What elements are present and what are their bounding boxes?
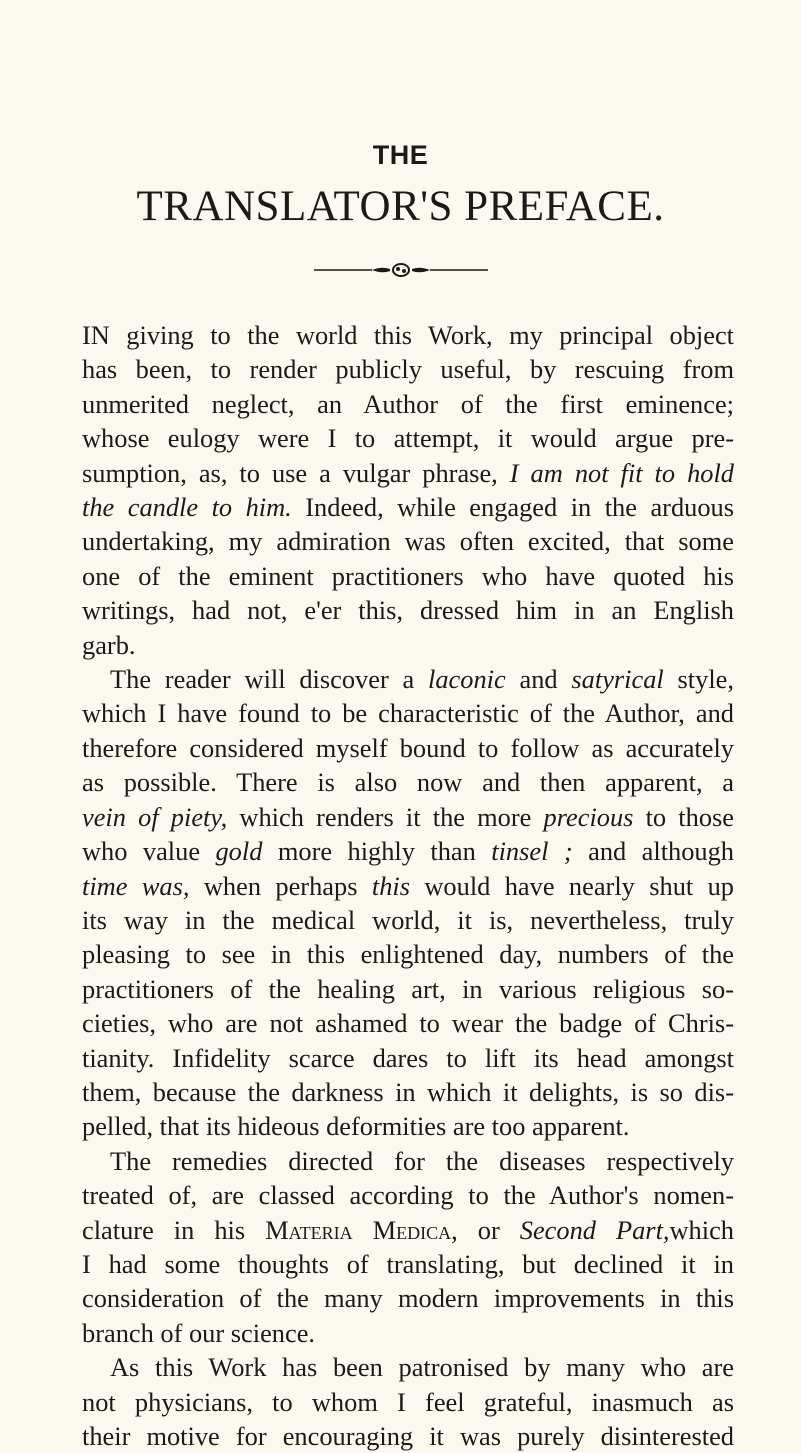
heading-small: THE (372, 140, 429, 170)
text-line: pelled, that its hideous deformities are too apparent. (82, 1111, 630, 1142)
text-line: one of the eminent practitioners who have quoted his (82, 560, 734, 591)
text-line: practitioners of the healing art, in various religious so- (82, 973, 734, 1004)
text-line: As this Work has been patronised by many who are (110, 1352, 734, 1383)
text-line: its way in the medical world, it is, nevertheless, truly (82, 904, 734, 935)
text-line: undertaking, my admiration was often excited, that some (82, 526, 734, 557)
paragraph (82, 1350, 734, 1453)
text-line: therefore considered myself bound to follow as accurately (82, 732, 734, 763)
text-line: time was, when perhaps this would have nearly shut up (82, 870, 735, 901)
text-line: writings, had not, e'er this, dressed him in an English (82, 595, 734, 626)
text-line: pleasing to see in this enlightened day, numbers of the (82, 939, 734, 970)
text-line: IN giving to the world this Work, my principal object (82, 320, 734, 350)
text-line: branch of our science. (82, 1317, 316, 1348)
scroll-rule-ornament-icon (312, 260, 490, 280)
heading-main: TRANSLATOR'S PREFACE. (136, 183, 665, 230)
text-line: The reader will discover a laconic and satyrical style, (110, 664, 734, 695)
text-line: as possible. There is also now and then apparent, a (82, 767, 734, 798)
text-line: them, because the darkness in which it delights, is so dis- (82, 1076, 734, 1107)
text-line: who value gold more highly than tinsel ; and although (82, 836, 735, 867)
text-line: tianity. Infidelity scarce dares to lift its head amongst (82, 1042, 734, 1073)
text-line: I had some thoughts of translating, but declined it in (82, 1248, 734, 1279)
paragraph (82, 318, 734, 662)
text-line: not physicians, to whom I feel grateful, inasmuch as (82, 1386, 734, 1417)
text-line: which I have found to be characteristic of the Author, and (82, 698, 734, 729)
text-line: whose eulogy were I to attempt, it would argue pre- (82, 423, 734, 454)
text-line: cieties, who are not ashamed to wear the badge of Chris- (82, 1008, 734, 1039)
text-line: treated of, are classed according to the Author's nomen- (82, 1180, 734, 1211)
text-line: clature in his Materia Medica, or Second Part,which (82, 1214, 734, 1245)
text-line: vein of piety, which renders it the more precious to those (82, 801, 735, 832)
text-line: consideration of the many modern improvements in this (82, 1283, 734, 1314)
text-line: their motive for encouraging it was purely disinterested (82, 1421, 734, 1451)
paragraph (82, 662, 734, 1144)
preface-body (82, 318, 734, 1453)
paragraph (82, 1144, 734, 1350)
text-line: unmerited neglect, an Author of the first eminence; (82, 388, 734, 419)
text-line: the candle to him. Indeed, while engaged in the arduous (82, 492, 735, 523)
text-line: The remedies directed for the diseases respectively (110, 1145, 734, 1176)
text-line: garb. (82, 629, 136, 660)
text-line: has been, to render publicly useful, by rescuing from (82, 354, 734, 385)
text-line: sumption, as, to use a vulgar phrase, I am not fit to hold (82, 457, 734, 488)
